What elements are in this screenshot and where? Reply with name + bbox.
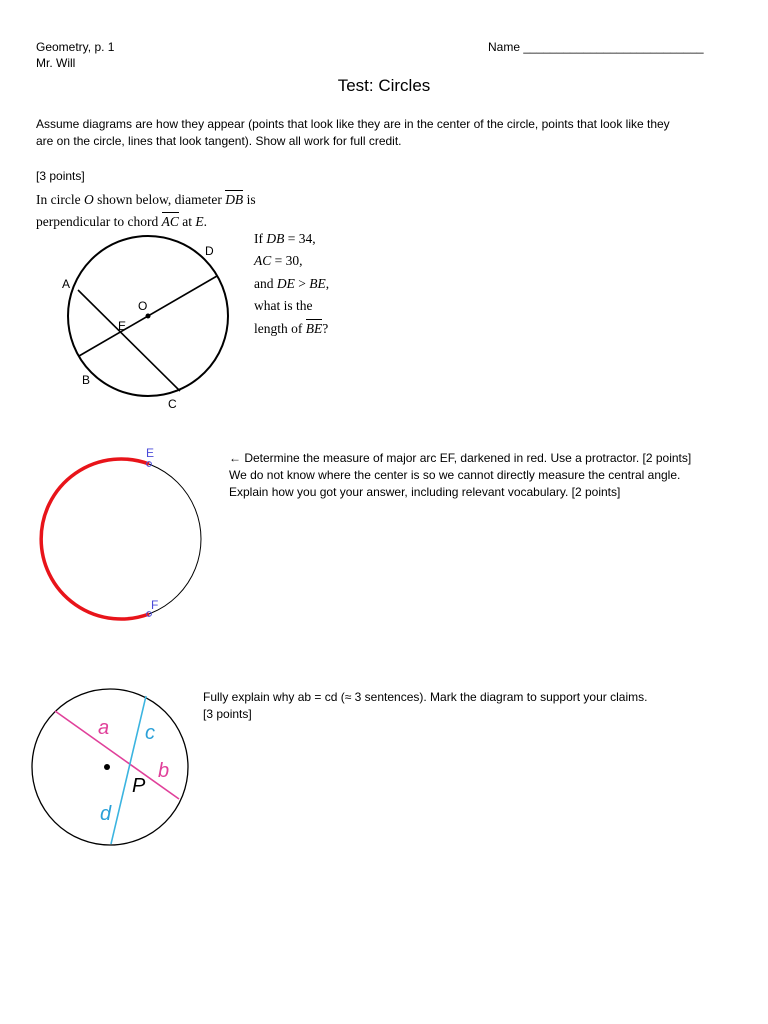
- q3-line-1: Fully explain why ab = cd (≈ 3 sentences). Mark the diagram to support your claims.: [203, 690, 648, 704]
- q3-line-2: [3 points]: [203, 707, 252, 721]
- q1-given-4: what is the: [254, 298, 313, 313]
- course-label: Geometry, p. 1: [36, 40, 115, 54]
- q1-label-d: D: [205, 244, 214, 258]
- q1-circle-diagram: [50, 230, 250, 415]
- instructions-line-1: Assume diagrams are how they appear (points that look like they are in the center of the circle, points that look like they: [36, 117, 670, 131]
- instructions-line-2: are on the circle, lines that look tangent). Show all work for full credit.: [36, 134, 402, 148]
- q1-label-b: B: [82, 373, 91, 387]
- q2-label-e: E: [146, 446, 155, 460]
- q1-stem-line-1: In circle O shown below, diameter DB is: [36, 192, 256, 207]
- teacher-label: Mr. Will: [36, 56, 76, 70]
- q3-chord-ab: [55, 711, 179, 799]
- q3-chords-diagram: [28, 682, 198, 852]
- q1-points: [3 points]: [36, 169, 85, 183]
- q1-given-3: and DE > BE,: [254, 276, 330, 291]
- q1-label-c: C: [168, 397, 177, 411]
- q3-label-b: b: [158, 760, 170, 782]
- q2-line-1: ← Determine the measure of major arc EF, darkened in red. Use a protractor. [2 points]: [229, 451, 692, 465]
- q1-given-5: length of BE?: [254, 321, 329, 336]
- q1-label-a: A: [62, 277, 71, 291]
- q2-line-3: Explain how you got your answer, including relevant vocabulary. [2 points]: [229, 485, 621, 499]
- q2-line-2: We do not know where the center is so we cannot directly measure the central angle.: [229, 468, 681, 482]
- q2-label-f: F: [151, 598, 159, 612]
- q2-arc-diagram: [30, 442, 215, 632]
- q3-center-point: [104, 764, 110, 770]
- q1-stem-line-2: perpendicular to chord AC at E.: [36, 214, 207, 229]
- q1-label-o: O: [138, 299, 148, 313]
- q2-major-arc-ef: [41, 459, 149, 619]
- q1-center-point: [146, 314, 151, 319]
- q1-chord-ac: [78, 290, 180, 391]
- q3-chord-cd: [111, 696, 146, 844]
- q3-label-a: a: [98, 717, 110, 739]
- q3-label-c: c: [145, 722, 155, 744]
- q1-given-2: AC = 30,: [254, 253, 303, 268]
- page-title: Test: Circles: [337, 76, 431, 95]
- q3-label-p: P: [132, 775, 146, 797]
- q1-given-1: If DB = 34,: [254, 231, 316, 246]
- q3-label-d: d: [100, 803, 112, 825]
- name-field-label: Name ___________________________: [488, 40, 704, 54]
- q1-label-e: E: [118, 319, 127, 333]
